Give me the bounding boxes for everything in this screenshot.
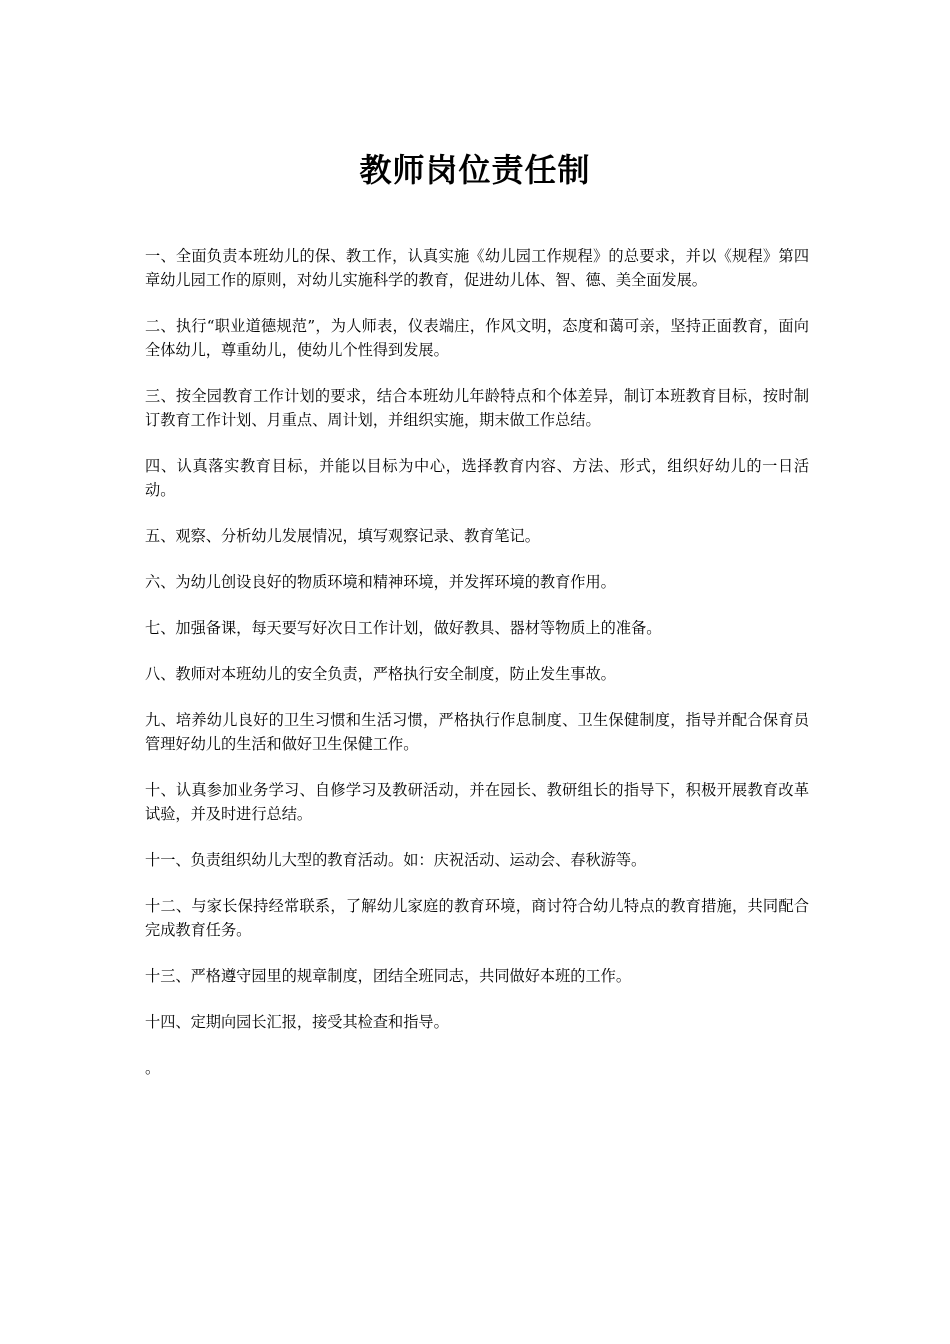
- paragraph-9: 九、培养幼儿良好的卫生习惯和生活习惯，严格执行作息制度、卫生保健制度，指导并配合保育员管理好幼儿的生活和做好卫生保健工作。: [145, 711, 809, 753]
- paragraph-13: 十三、严格遵守园里的规章制度，团结全班同志，共同做好本班的工作。: [145, 967, 631, 985]
- paragraph-7: 七、加强备课，每天要写好次日工作计划，做好教具、器材等物质上的准备。: [145, 619, 662, 637]
- paragraph-6: 六、为幼儿创设良好的物质环境和精神环境，并发挥环境的教育作用。: [145, 573, 616, 591]
- paragraph-11: 十一、负责组织幼儿大型的教育活动。如：庆祝活动、运动会、春秋游等。: [145, 851, 647, 869]
- paragraph-12: 十二、与家长保持经常联系，了解幼儿家庭的教育环境，商讨符合幼儿特点的教育措施，共同配合完成教育任务。: [145, 897, 809, 939]
- document-title: 教师岗位责任制: [359, 151, 591, 190]
- paragraph-10: 十、认真参加业务学习、自修学习及教研活动，并在园长、教研组长的指导下，积极开展教育改革试验，并及时进行总结。: [145, 781, 809, 823]
- paragraph-5: 五、观察、分析幼儿发展情况，填写观察记录、教育笔记。: [145, 527, 540, 545]
- paragraph-3: 三、按全园教育工作计划的要求，结合本班幼儿年龄特点和个体差异，制订本班教育目标，按时制订教育工作计划、月重点、周计划，并组织实施，期末做工作总结。: [145, 387, 809, 429]
- paragraph-4: 四、认真落实教育目标，并能以目标为中心，选择教育内容、方法、形式，组织好幼儿的一日活动。: [145, 457, 809, 499]
- paragraph-2: 二、执行“职业道德规范”，为人师表，仪表端庄，作风文明，态度和蔼可亲，坚持正面教育，面向全体幼儿，尊重幼儿，使幼儿个性得到发展。: [145, 317, 809, 359]
- end-mark: 。: [145, 1059, 161, 1077]
- paragraph-14: 十四、定期向园长汇报，接受其检查和指导。: [145, 1013, 449, 1031]
- document-body: [145, 244, 809, 1102]
- paragraph-1: 一、全面负责本班幼儿的保、教工作，认真实施《幼儿园工作规程》的总要求，并以《规程》第四章幼儿园工作的原则，对幼儿实施科学的教育，促进幼儿体、智、德、美全面发展。: [145, 247, 809, 289]
- paragraph-8: 八、教师对本班幼儿的安全负责，严格执行安全制度，防止发生事故。: [145, 665, 616, 683]
